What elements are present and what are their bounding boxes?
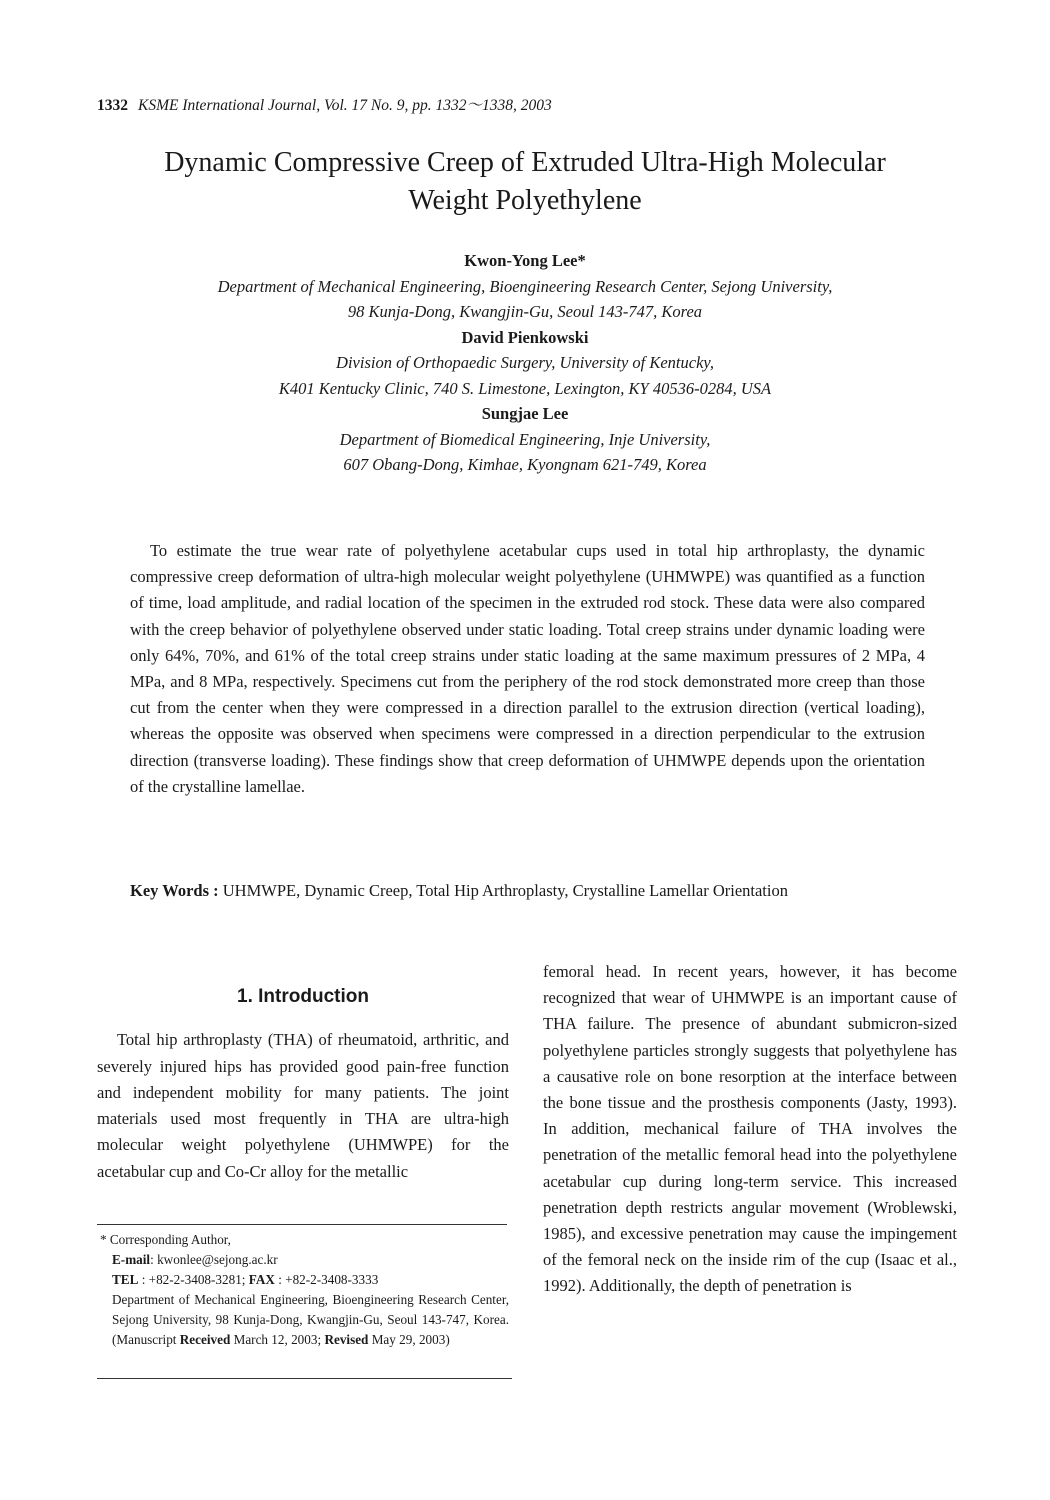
author-name: Kwon-Yong Lee* <box>464 251 586 270</box>
keywords-text: UHMWPE, Dynamic Creep, Total Hip Arthroplasty, Crystalline Lamellar Orientation <box>222 881 788 900</box>
running-header <box>97 93 552 115</box>
paper-title <box>90 144 960 220</box>
journal-citation: KSME International Journal, Vol. 17 No. 9, pp. 1332～1338, 2003 <box>138 97 552 114</box>
corresponding-author-note: * Corresponding Author, <box>100 1232 231 1247</box>
right-column <box>543 959 957 1300</box>
author-block <box>90 248 960 478</box>
author-affiliation: 607 Obang-Dong, Kimhae, Kyongnam 621-749, Korea <box>343 455 707 474</box>
author-name: David Pienkowski <box>461 327 589 347</box>
abstract-text: To estimate the true wear rate of polyethylene acetabular cups used in total hip arthroplasty, the dynamic compressive creep deformation of ultra-high molecular weight polyethylene (UHMWPE) was quantified as a function of time, load amplitude, and radial location of the specimen in the extruded rod stock. These data were also compared with the creep behavior of polyethylene observed under static loading. Total creep strains under dynamic loading were only 64%, 70%, and 61% of the total creep strains under static loading at the same maximum pressures of 2 MPa, 4 MPa, and 8 MPa, respectively. Specimens cut from the periphery of the rod stock demonstrated more creep than those cut from the center when they were compressed in a direction parallel to the extrusion direction (vertical loading), whereas the opposite was observed when specimens were compressed in a direction perpendicular to the extrusion direction (transverse loading). These findings show that creep deformation of UHMWPE depends upon the orientation of the crystalline lamellae. <box>130 541 925 796</box>
author-affiliation: Department of Biomedical Engineering, Inje University, <box>339 429 711 449</box>
keywords-label: Key Words : <box>130 881 219 900</box>
left-column <box>97 958 509 1185</box>
keywords <box>130 878 1018 904</box>
body-paragraph: Total hip arthroplasty (THA) of rheumatoid, arthritic, and severely injured hips has provided good pain-free function and independent mobility for many patients. The joint materials used most frequently in THA are ultra-high molecular weight polyethylene (UHMWPE) for the acetabular cup and Co-Cr alloy for the metallic <box>97 1030 509 1181</box>
title-line-2: Weight Polyethylene <box>408 185 642 216</box>
author-name: Sungjae Lee <box>481 404 569 423</box>
footnote-email: E-mail: kwonlee@sejong.ac.kr <box>112 1252 278 1267</box>
footnote-bottom-divider <box>97 1378 512 1379</box>
author-affiliation: Department of Mechanical Engineering, Bioengineering Research Center, Sejong University, <box>217 276 833 296</box>
footnote-divider <box>97 1224 507 1225</box>
author-affiliation: Division of Orthopaedic Surgery, University of Kentucky, <box>336 353 714 372</box>
footnote-address: Department of Mechanical Engineering, Bioengineering Research Center, Sejong University, 98 Kunja-Dong, Kwangjin-Gu, Seoul 143-747, Korea. (Manuscript Received March 12, 2003; Revised May 29, 2003) <box>112 1292 509 1347</box>
abstract <box>130 538 925 800</box>
footnote-phone: TEL : +82-2-3408-3281; FAX : +82-2-3408-3333 <box>112 1272 379 1287</box>
body-paragraph: femoral head. In recent years, however, it has become recognized that wear of UHMWPE is an important cause of THA failure. The presence of abundant submicron-sized polyethylene particles strongly suggests that polyethylene has a causative role on bone resorption at the interface between the bone tissue and the prosthesis components (Jasty, 1993). In addition, mechanical failure of THA involves the penetration of the metallic femoral head into the polyethylene acetabular cup during long-term service. This increased penetration depth restricts angular movement (Wroblewski, 1985), and excessive penetration may cause the impingement of the femoral neck on the inside rim of the cup (Isaac et al., 1992). Additionally, the depth of penetration is <box>543 962 957 1296</box>
section-heading: 1. Introduction <box>237 986 369 1007</box>
title-line-1: Dynamic Compressive Creep of Extruded Ultra-High Molecular <box>164 147 886 178</box>
author-affiliation: 98 Kunja-Dong, Kwangjin-Gu, Seoul 143-747, Korea <box>347 302 703 321</box>
footnote <box>100 1230 509 1350</box>
author-affiliation: K401 Kentucky Clinic, 740 S. Limestone, Lexington, KY 40536-0284, USA <box>278 378 772 398</box>
page-number: 1332 <box>97 97 128 114</box>
